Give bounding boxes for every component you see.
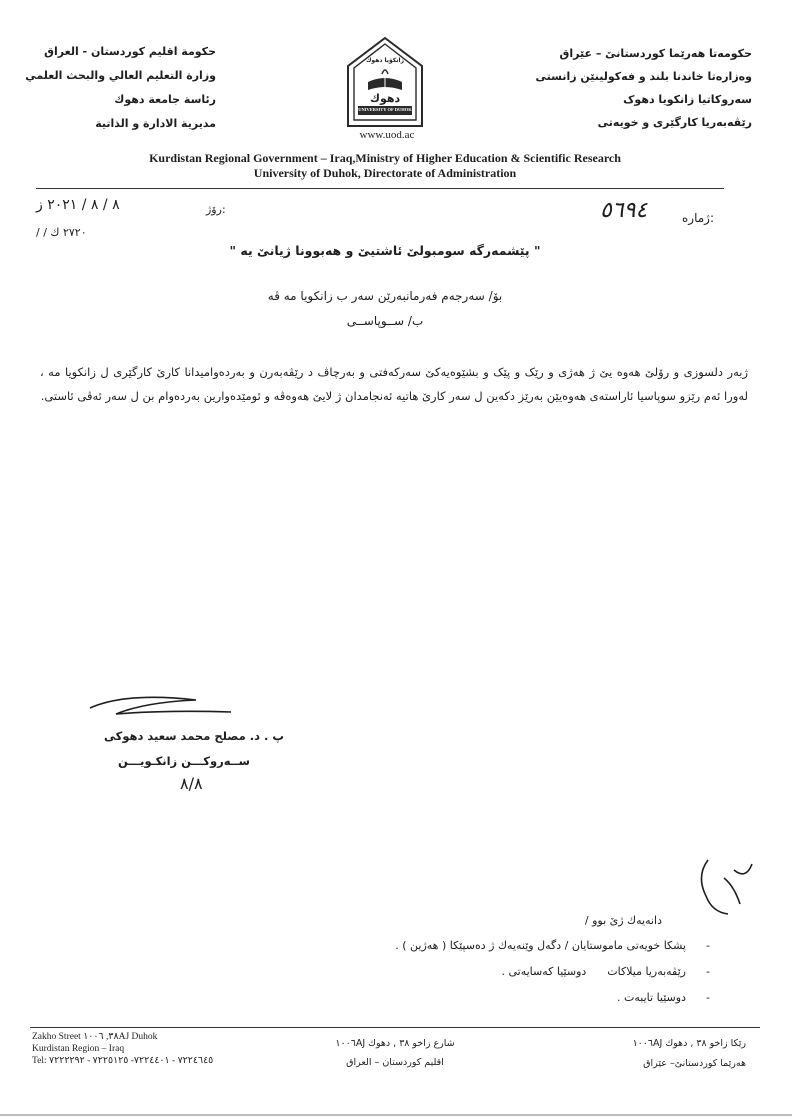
footer-middle-line: شارع زاخو ٣٨ , دهوك ١٠٠٦AJ bbox=[335, 1038, 455, 1049]
recipient-line-1: بۆ/ سەرجەم فەرمانبەرێن سەر ب زانكویا مە ڤە bbox=[267, 289, 503, 303]
header-left-line: وزارة التعليم العالي والبحث العلمي bbox=[25, 69, 216, 82]
footer-middle bbox=[300, 1034, 490, 1072]
header-left-line: رئاسة جامعة دهوك bbox=[114, 93, 216, 106]
date-kurdish: / / ٢٧٢٠ ك bbox=[36, 226, 87, 239]
website: www.uod.ac bbox=[359, 129, 415, 141]
cc-item: پشکا خویەتی ماموستایان / دگەل وێنەیەك ژ دەسپێکا ( هەژین ) . bbox=[395, 939, 686, 952]
header-divider bbox=[36, 188, 724, 189]
header-left-line: مديرية الادارة و الذاتية bbox=[95, 117, 216, 130]
footer-right-line: رێکا زاخو ٣٨ , دهوك ١٠٠٦AJ bbox=[632, 1038, 746, 1049]
footer-middle-line: اقليم كوردستان – العراق bbox=[346, 1057, 444, 1068]
footer-left-line: Zakho Street ٣٨, ١٠٠٦AJ Duhok bbox=[32, 1032, 158, 1042]
footer-left bbox=[32, 1031, 213, 1067]
footer-left-line: Tel: ٧٢٢٤٦٤٥ - ٧٢٢٤٤٠١- ٧٢٢٥١٢٥ - ٧٢٢٢٢٩٢ bbox=[32, 1056, 214, 1066]
cc-bullet: - bbox=[706, 991, 710, 1004]
logo-top-text: زانكۆیا دهوك bbox=[365, 57, 405, 64]
date-label: رۆژ: bbox=[206, 203, 226, 216]
signature-mark bbox=[86, 690, 236, 730]
header-right-line: وەزارەتا خاندنا بلند و فەکولینێن زانستی bbox=[535, 70, 752, 83]
signatory-title: ســەروکـــن زانکـویـــن bbox=[118, 754, 250, 768]
footer-divider bbox=[30, 1027, 760, 1028]
header-right bbox=[536, 42, 753, 134]
university-logo bbox=[346, 36, 424, 128]
english-line-1: Kurdistan Regional Government – Iraq,Ministry of Higher Education & Scientific Research bbox=[149, 151, 621, 165]
cc-label: دانەیەك ژێ بوو / bbox=[584, 914, 662, 927]
footer-right bbox=[633, 1034, 746, 1074]
footer-right-line: هەرێما کوردستانێ– عێراق bbox=[643, 1058, 746, 1069]
slogan: " پێشمەرگە سومبولێ ئاشتیێ و هەبوونا ژیانێ یە " bbox=[229, 243, 541, 258]
footer-left-line: Kurdistan Region – Iraq bbox=[32, 1044, 125, 1054]
cc-bullet: - bbox=[706, 939, 710, 952]
cc-item: رێڤەبەریا میلاکات دوسێیا کەسایەتی . bbox=[501, 965, 686, 978]
recipient-line-2: ب/ ســوپاســی bbox=[346, 314, 424, 328]
logo-band: UNIVERSITY OF DUHOK bbox=[358, 107, 412, 112]
body-paragraph: ژبەر دلسوزی و رۆلێ هەوە یێ ژ هەژی و رێک و پێک و بشێوەیەکێ سەرکەفتی و بەرچاڤ د رێڤەبەرن و بەردەوامیدانا کارێ کارگێری ل زانکویا مە ، لەورا ئەم رێزو سوپاسیا ئاراستەی هەوەیێن بەرێز دکەین ل سەر کارێ هاتیە ئەنجامدان ژ لایێ هەوەڤە و ئومێدەوارین بەردەوام بن ل سەر ئەڤی ئاستی. bbox=[40, 365, 748, 403]
cc-item: دوسێیا تایبەت . bbox=[617, 991, 686, 1004]
header-left bbox=[25, 40, 216, 136]
header-right-line: رێڤەبەریا کارگێری و خویەتی bbox=[597, 116, 752, 129]
signatory-name: پ . د. مصلح محمد سعيد دهوكی bbox=[104, 729, 284, 743]
header-left-line: حكومة اقليم كوردستان - العراق bbox=[44, 45, 216, 58]
ref-number-value: ٥٦٩٤ bbox=[600, 198, 648, 223]
cc-bullet: - bbox=[706, 965, 710, 978]
english-line-2: University of Duhok, Directorate of Administration bbox=[253, 166, 517, 180]
header-right-line: سەروکاتیا زانکویا دهوک bbox=[623, 93, 752, 106]
page-bottom-edge bbox=[0, 1114, 792, 1116]
ref-number-label: ژمارە: bbox=[682, 211, 715, 225]
logo-word: دهوك bbox=[369, 92, 401, 105]
header-right-line: حکومەتا هەرێما کوردستانێ – عێراق bbox=[559, 47, 752, 60]
signature-initials: ٨/٨ bbox=[180, 774, 203, 793]
handwritten-note bbox=[694, 856, 758, 920]
date-value: ٨ / ٨ / ٢٠٢١ ز bbox=[36, 197, 120, 213]
